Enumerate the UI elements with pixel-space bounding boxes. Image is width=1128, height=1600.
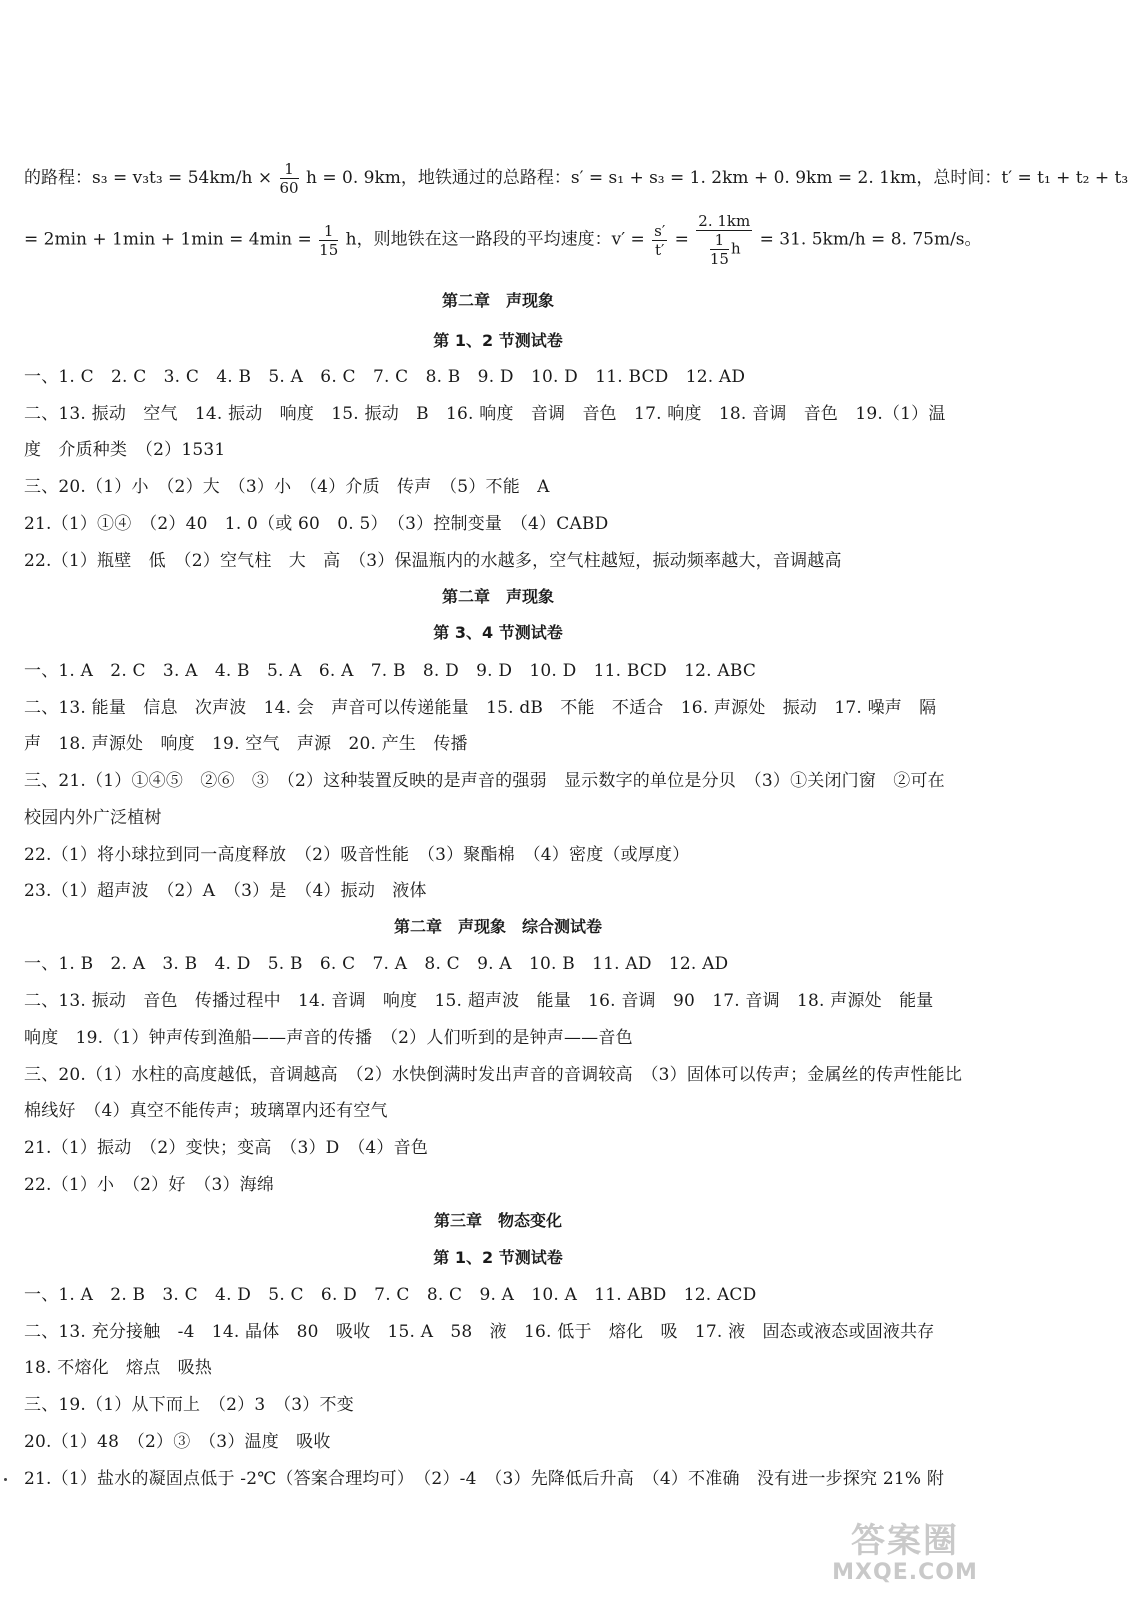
fraction-denominator: 60 [279, 179, 299, 197]
answer-line: 20.（1）48 （2）③ （3）温度 吸收 [24, 1432, 331, 1452]
answer-line: 三、21.（1）①④⑤ ②⑥ ③ （2）这种装置反映的是声音的强弱 显示数字的单位是分贝 （3）①关闭门窗 ②可在 [24, 771, 945, 791]
answer-line: 三、20.（1）小 （2）大 （3）小 （4）介质 传声 （5）不能 A [24, 477, 550, 497]
section-heading: 第 1、2 节测试卷 [433, 1248, 563, 1267]
answer-line: 三、20.（1）水柱的高度越低，音调越高 （2）水快倒满时发出声音的音调较高 （3）固体可以传声；金属丝的传声性能比 [24, 1065, 963, 1085]
answer-line: 18. 不熔化 熔点 吸热 [24, 1358, 213, 1378]
fraction-denominator: t′ [654, 240, 665, 259]
math-text: = 2min + 1min + 1min = 4min = [24, 229, 312, 250]
section-heading: 第三章 物态变化 [433, 1211, 562, 1230]
answer-line: 21.（1）①④ （2）40 1. 0（或 60 0. 5） （3）控制变量 （4）CABD [24, 514, 609, 534]
answer-line: 23.（1）超声波 （2）A （3）是 （4）振动 液体 [24, 881, 427, 901]
answer-line: 二、13. 振动 音色 传播过程中 14. 音调 响度 15. 超声波 能量 16. 音调 90 17. 音调 18. 声源处 能量 [24, 991, 934, 1011]
answer-line: 一、1. C 2. C 3. C 4. B 5. A 6. C 7. C 8. B 9. D 10. D 11. BCD 12. AD [24, 367, 746, 387]
fraction-numerator: s′ [654, 221, 666, 240]
watermark-text: 答案圈 [851, 1521, 959, 1561]
scan-dot [4, 1478, 7, 1481]
answer-line: 一、1. A 2. C 3. A 4. B 5. A 6. A 7. B 8. D 9. D 10. D 11. BCD 12. ABC [24, 661, 757, 681]
fraction [652, 222, 667, 259]
answer-line: 21.（1）盐水的凝固点低于 -2℃（答案合理均可） （2）-4 （3）先降低后升高 （4）不准确 没有进一步探究 21% 附 [24, 1469, 945, 1489]
math-text: = [674, 229, 689, 250]
watermark-url: MXQE.COM [832, 1560, 978, 1585]
section-heading: 第二章 声现象 综合测试卷 [393, 917, 602, 936]
answer-line: 校园内外广泛植树 [24, 808, 162, 828]
unit-text: h [730, 239, 741, 258]
answer-line: 22.（1）瓶壁 低 （2）空气柱 大 高 （3）保温瓶内的水越多，空气柱越短，振动频率越大，音调越高 [24, 551, 842, 571]
answer-line: 三、19.（1）从下而上 （2）3 （3）不变 [24, 1395, 354, 1415]
math-line-1 [24, 160, 1128, 197]
math-text: = 31. 5km/h = 8. 75m/s。 [759, 229, 982, 250]
nested-fraction [710, 231, 729, 268]
answer-line: 响度 19.（1）钟声传到渔船——声音的传播 （2）人们听到的是钟声——音色 [24, 1028, 633, 1048]
answer-line: 一、1. B 2. A 3. B 4. D 5. B 6. C 7. A 8. C 9. A 10. B 11. AD 12. AD [24, 954, 729, 974]
fraction [696, 212, 752, 268]
section-heading: 第 1、2 节测试卷 [433, 331, 563, 350]
math-text: h = 0. 9km，地铁通过的总路程：s′ = s₁ + s₃ = 1. 2km + 0. 9km = 2. 1km，总时间：t′ = t₁ + t₂ + t₃ [306, 168, 1128, 188]
fraction [319, 222, 338, 259]
fraction-denominator [696, 231, 752, 268]
section-heading: 第二章 声现象 [441, 587, 554, 606]
answer-line: 棉线好 （4）真空不能传声；玻璃罩内还有空气 [24, 1101, 388, 1121]
watermark-logo [830, 1522, 980, 1592]
answer-line: 二、13. 振动 空气 14. 振动 响度 15. 振动 B 16. 响度 音调 音色 17. 响度 18. 音调 音色 19.（1）温 [24, 404, 946, 424]
answer-line: 22.（1）将小球拉到同一高度释放 （2）吸音性能 （3）聚酯棉 （4）密度（或厚度） [24, 845, 690, 865]
math-text: h，则地铁在这一路段的平均速度：v′ = [345, 229, 645, 250]
section-heading: 第二章 声现象 [441, 291, 554, 310]
answer-line: 一、1. A 2. B 3. C 4. D 5. C 6. D 7. C 8. C 9. A 10. A 11. ABD 12. ACD [24, 1285, 757, 1305]
fraction-numerator: 1 [710, 231, 729, 250]
fraction-denominator: 15 [319, 240, 339, 259]
fraction-numerator: 1 [319, 222, 338, 241]
fraction-denominator: 15 [709, 250, 729, 268]
fraction-numerator: 2. 1km [698, 212, 751, 230]
answer-line: 21.（1）振动 （2）变快；变高 （3）D （4）音色 [24, 1138, 429, 1158]
section-heading: 第 3、4 节测试卷 [433, 623, 563, 642]
answer-line: 声 18. 声源处 响度 19. 空气 声源 20. 产生 传播 [24, 734, 468, 754]
math-line-2 [24, 212, 982, 268]
answer-line: 22.（1）小 （2）好 （3）海绵 [24, 1175, 275, 1195]
answer-line: 二、13. 能量 信息 次声波 14. 会 声音可以传递能量 15. dB 不能 不适合 16. 声源处 振动 17. 噪声 隔 [24, 698, 937, 718]
fraction-numerator: 1 [280, 160, 299, 179]
answer-line: 二、13. 充分接触 -4 14. 晶体 80 吸收 15. A 58 液 16. 低于 熔化 吸 17. 液 固态或液态或固液共存 [24, 1322, 935, 1342]
math-text: 的路程：s₃ = v₃t₃ = 54km/h × [24, 168, 273, 188]
fraction [280, 160, 299, 197]
answer-line: 度 介质种类 （2）1531 [24, 440, 226, 460]
